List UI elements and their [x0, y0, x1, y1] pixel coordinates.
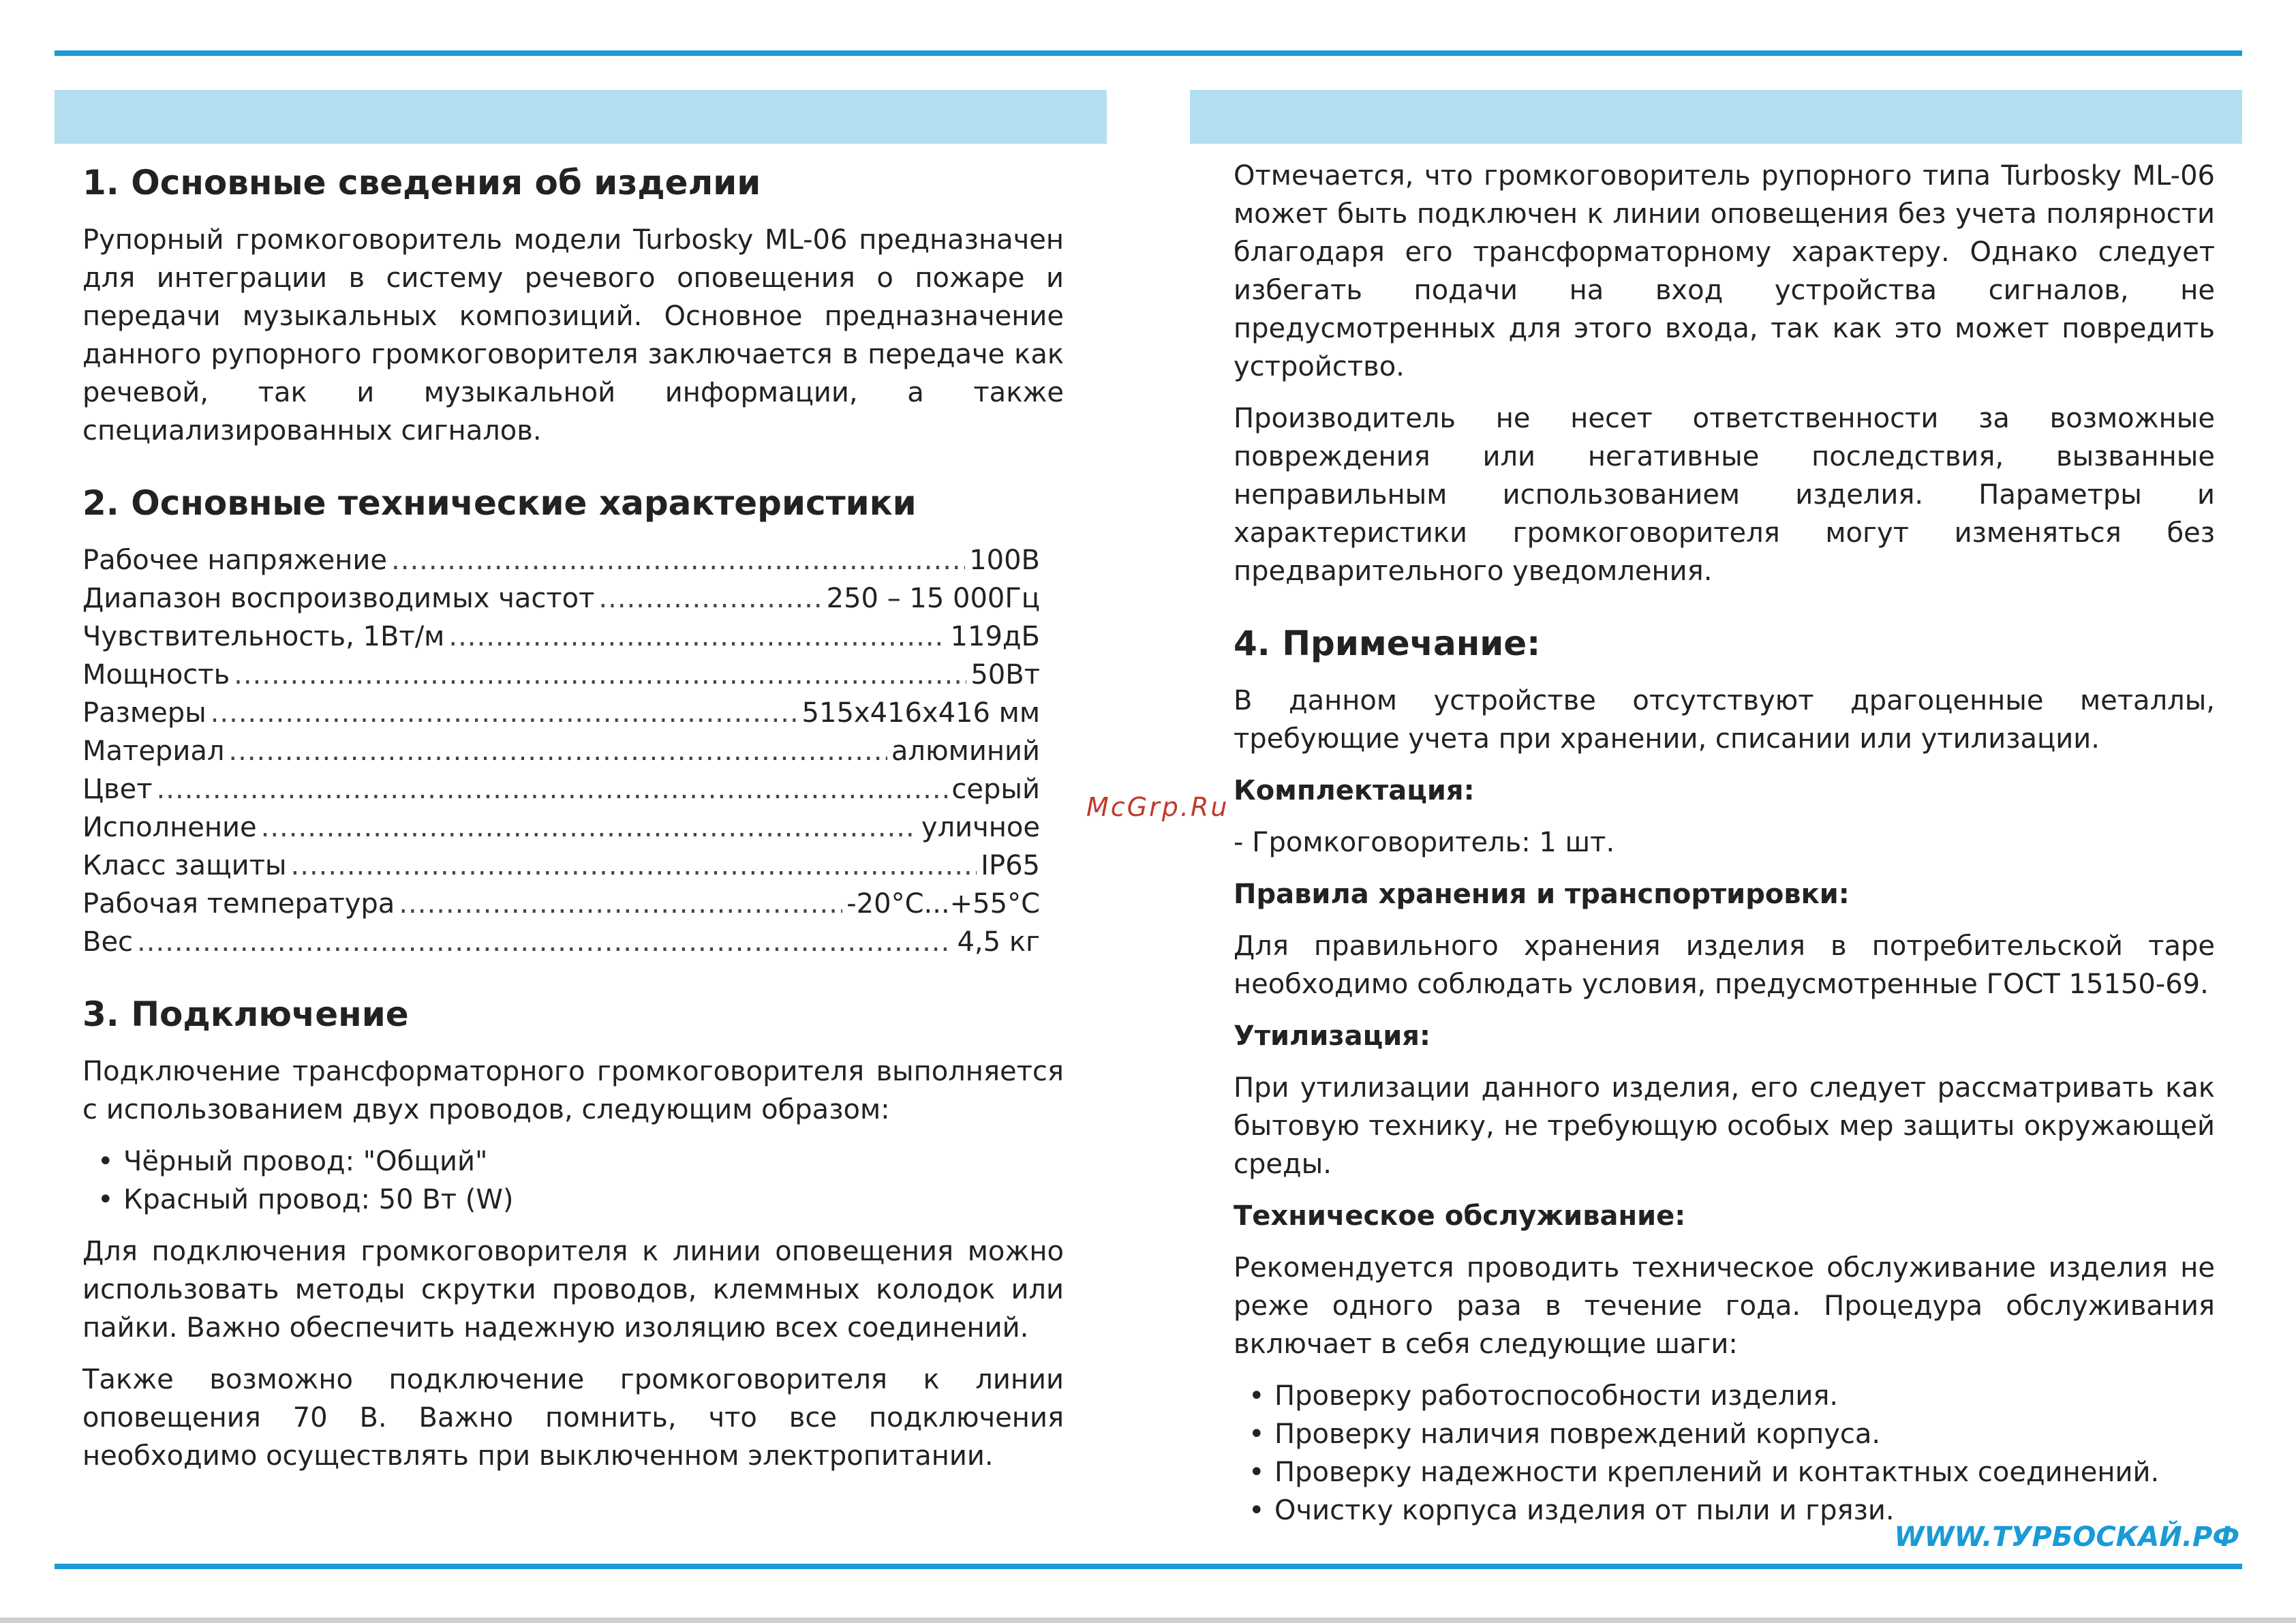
- left-header-band: [55, 90, 1107, 144]
- wire-list: [82, 1142, 1064, 1219]
- section-4-title: 4. Примечание:: [1234, 624, 1541, 663]
- list-item: • Красный провод: 50 Вт (W): [82, 1181, 1064, 1219]
- section-2-title: 2. Основные технические характеристики: [82, 483, 917, 523]
- disposal-text: При утилизации данного изделия, его следует рассматривать как бытовую технику, не требующую особых мер защиты окружающей среды.: [1234, 1072, 2215, 1180]
- spec-row: Рабочее напряжение ..... 100В: [82, 541, 1040, 579]
- list-item: • Проверку наличия повреждений корпуса.: [1234, 1415, 2215, 1453]
- left-column: [82, 157, 1064, 1489]
- watermark: McGrp.Ru: [1086, 792, 1229, 822]
- section-3-title: 3. Подключение: [82, 995, 409, 1034]
- website-link[interactable]: WWW.ТУРБОСКАЙ.РФ: [1894, 1521, 2239, 1553]
- top-rule: [55, 50, 2242, 56]
- storage-title: Правила хранения и транспортировки:: [1234, 879, 1850, 910]
- disposal-title: Утилизация:: [1234, 1020, 1430, 1052]
- polarity-text: Отмечается, что громкоговоритель рупорного типа Turbosky ML-06 может быть подключен к линии оповещения без учета полярности благодаря его трансформаторному характеру. Однако следует избегать подачи на вход устройства сигналов, не предусмотренных для этого входа, так как это может повредить устройство.: [1234, 160, 2215, 382]
- list-item: • Чёрный провод: "Общий": [82, 1142, 1064, 1181]
- service-title: Техническое обслуживание:: [1234, 1200, 1686, 1232]
- section-3-text-3: Также возможно подключение громкоговорителя к линии оповещения 70 В. Важно помнить, что все подключения необходимо осуществлять при выключенном электропитании.: [82, 1364, 1064, 1472]
- spec-row: Класс защиты ..... IP65: [82, 847, 1040, 885]
- section-1-text: Рупорный громкоговоритель модели Turbosky ML-06 предназначен для интеграции в систему речевого оповещения о пожаре и передачи музыкальных композиций. Основное предназначение данного рупорного громкоговорителя заключается в передаче как речевой, так и музыкальной информации, а также специализированных сигналов.: [82, 224, 1064, 446]
- section-4-text: В данном устройстве отсутствуют драгоценные металлы, требующие учета при хранении, списании или утилизации.: [1234, 685, 2215, 755]
- liability-text: Производитель не несет ответственности за возможные повреждения или негативные последствия, вызванные неправильным использованием изделия. Параметры и характеристики громкоговорителя могут изменяться без предварительного уведомления.: [1234, 403, 2215, 587]
- spec-row: Вес ..... 4,5 кг: [82, 923, 1040, 961]
- bottom-rule: [55, 1564, 2242, 1569]
- kit-title: Комплектация:: [1234, 775, 1475, 806]
- spec-row: Исполнение ..... уличное: [82, 808, 1040, 847]
- section-1-title: 1. Основные сведения об изделии: [82, 163, 761, 202]
- spec-row: Размеры ..... 515х416х416 мм: [82, 694, 1040, 732]
- service-list: [1234, 1377, 2215, 1530]
- spec-row: Цвет ..... серый: [82, 770, 1040, 808]
- section-3-text: Подключение трансформаторного громкоговорителя выполняется с использованием двух проводов, следующим образом:: [82, 1056, 1064, 1125]
- spec-row: Материал ..... алюминий: [82, 732, 1040, 770]
- section-3-text-2: Для подключения громкоговорителя к линии оповещения можно использовать методы скрутки проводов, клеммных колодок или пайки. Важно обеспечить надежную изоляцию всех соединений.: [82, 1236, 1064, 1344]
- spec-row: Диапазон воспроизводимых частот ..... 250 – 15 000Гц: [82, 579, 1040, 618]
- service-text: Рекомендуется проводить техническое обслуживание изделия не реже одного раза в течение года. Процедура обслуживания включает в себя следующие шаги:: [1234, 1252, 2215, 1360]
- page-edge: [0, 1618, 2296, 1623]
- list-item: • Проверку надежности креплений и контактных соединений.: [1234, 1453, 2215, 1491]
- right-header-band: [1190, 90, 2242, 144]
- list-item: • Очистку корпуса изделия от пыли и грязи.: [1234, 1491, 2215, 1530]
- list-item: • Проверку работоспособности изделия.: [1234, 1377, 2215, 1415]
- kit-text: - Громкоговоритель: 1 шт.: [1234, 827, 1615, 858]
- spec-list: [82, 541, 1040, 961]
- right-column: [1234, 157, 2215, 1543]
- spec-row: Чувствительность, 1Вт/м ..... 119дБ: [82, 618, 1040, 656]
- spec-row: Мощность ..... 50Вт: [82, 656, 1040, 694]
- spec-row: Рабочая температура ..... -20°C...+55°C: [82, 885, 1040, 923]
- storage-text: Для правильного хранения изделия в потребительской таре необходимо соблюдать условия, предусмотренные ГОСТ 15150-69.: [1234, 930, 2215, 1000]
